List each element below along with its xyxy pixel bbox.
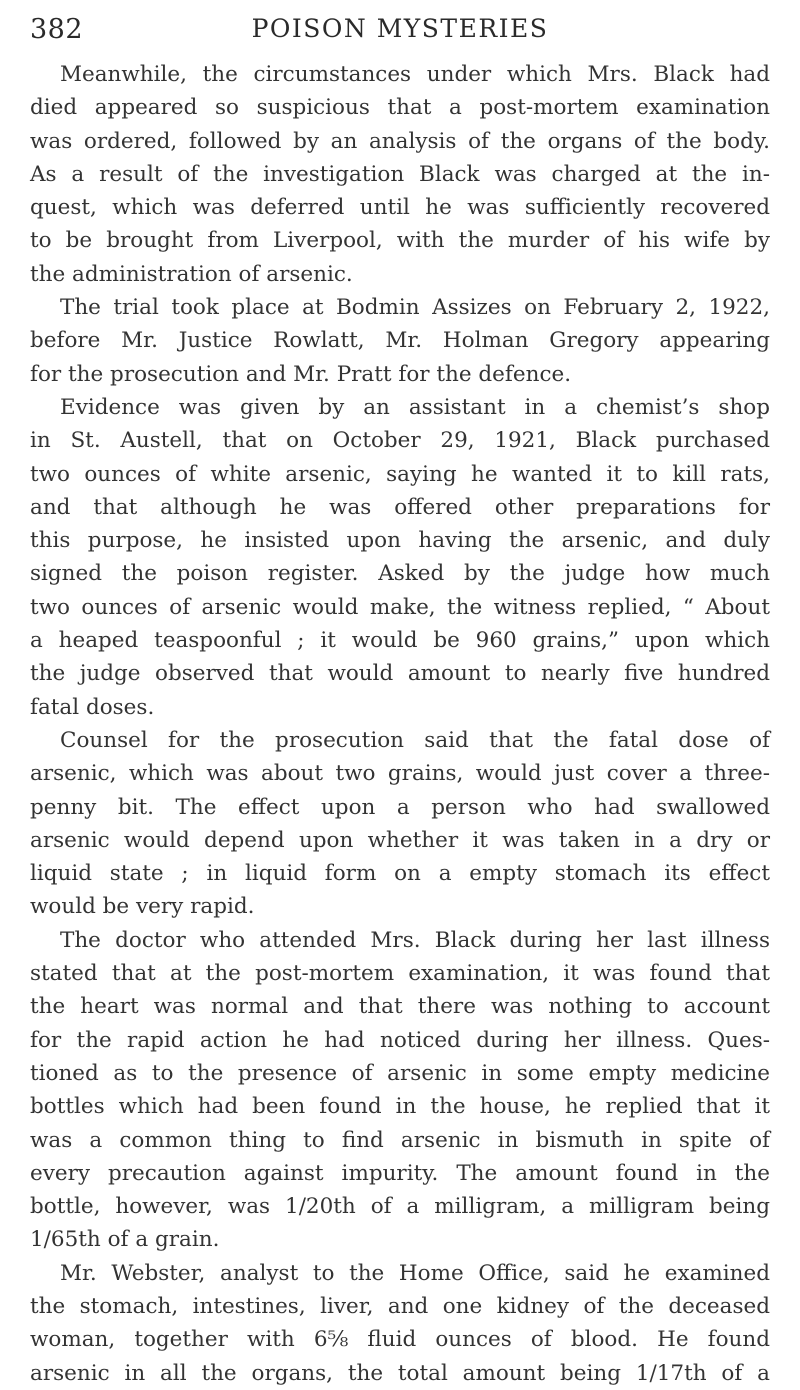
text-line: bottles which had been found in the house, he replied that it bbox=[30, 1094, 770, 1120]
text-line: the stomach, intestines, liver, and one kidney of the deceased bbox=[30, 1293, 770, 1319]
text-line: Counsel for the prosecution said that the fatal dose of bbox=[60, 727, 770, 753]
text-line: a heaped teaspoonful ; it would be 960 grains,” upon which bbox=[30, 628, 770, 654]
text-line: the heart was normal and that there was nothing to account bbox=[30, 994, 770, 1020]
text-line: fatal doses. bbox=[30, 694, 155, 720]
text-line: this purpose, he insisted upon having the arsenic, and duly bbox=[30, 528, 770, 554]
text-line: would be very rapid. bbox=[30, 894, 255, 920]
text-line: arsenic would depend upon whether it was taken in a dry or bbox=[30, 827, 770, 853]
body-text bbox=[30, 58, 770, 1390]
text-line: was ordered, followed by an analysis of the organs of the body. bbox=[30, 128, 770, 154]
text-line: quest, which was deferred until he was sufficiently recovered bbox=[30, 195, 770, 221]
text-line: every precaution against impurity. The amount found in the bbox=[30, 1160, 770, 1186]
text-line: for the prosecution and Mr. Pratt for the defence. bbox=[30, 361, 572, 387]
text-line: in St. Austell, that on October 29, 1921, Black purchased bbox=[30, 428, 770, 454]
text-line: tioned as to the presence of arsenic in some empty medicine bbox=[30, 1060, 770, 1086]
text-line: the judge observed that would amount to nearly five hundred bbox=[30, 661, 770, 687]
text-line: two ounces of white arsenic, saying he wanted it to kill rats, bbox=[30, 461, 770, 487]
text-line: The doctor who attended Mrs. Black during her last illness bbox=[60, 927, 770, 953]
text-line: before Mr. Justice Rowlatt, Mr. Holman Gregory appearing bbox=[30, 328, 770, 354]
text-line: Evidence was given by an assistant in a chemist’s shop bbox=[60, 394, 770, 420]
text-line: to be brought from Liverpool, with the murder of his wife by bbox=[30, 228, 770, 254]
text-line: liquid state ; in liquid form on a empty stomach its effect bbox=[30, 861, 770, 887]
running-head: POISON MYSTERIES bbox=[251, 14, 549, 43]
text-line: Mr. Webster, analyst to the Home Office, said he examined bbox=[60, 1260, 770, 1286]
text-line: signed the poison register. Asked by the judge how much bbox=[30, 561, 770, 587]
text-line: arsenic, which was about two grains, would just cover a three- bbox=[30, 761, 770, 787]
text-line: 1/65th of a grain. bbox=[30, 1227, 220, 1253]
text-line: was a common thing to find arsenic in bismuth in spite of bbox=[30, 1127, 770, 1153]
text-line: As a result of the investigation Black was charged at the in- bbox=[30, 161, 770, 187]
text-line: the administration of arsenic. bbox=[30, 261, 353, 287]
text-line: died appeared so suspicious that a post-mortem examination bbox=[30, 95, 770, 121]
text-line: arsenic in all the organs, the total amount being 1/17th of a bbox=[30, 1360, 770, 1386]
page-header bbox=[30, 14, 770, 54]
text-line: The trial took place at Bodmin Assizes on February 2, 1922, bbox=[60, 295, 770, 321]
text-line: penny bit. The effect upon a person who had swallowed bbox=[30, 794, 770, 820]
page-number: 382 bbox=[30, 14, 84, 45]
text-line: two ounces of arsenic would make, the witness replied, “ About bbox=[30, 594, 770, 620]
text-line: bottle, however, was 1/20th of a milligram, a milligram being bbox=[30, 1194, 770, 1220]
text-line: and that although he was offered other preparations for bbox=[30, 494, 770, 520]
text-line: stated that at the post-mortem examination, it was found that bbox=[30, 961, 770, 987]
text-line: for the rapid action he had noticed during her illness. Ques- bbox=[30, 1027, 770, 1053]
text-line: Meanwhile, the circumstances under which Mrs. Black had bbox=[60, 62, 770, 87]
text-line: woman, together with 6⅝ fluid ounces of blood. He found bbox=[30, 1327, 770, 1353]
